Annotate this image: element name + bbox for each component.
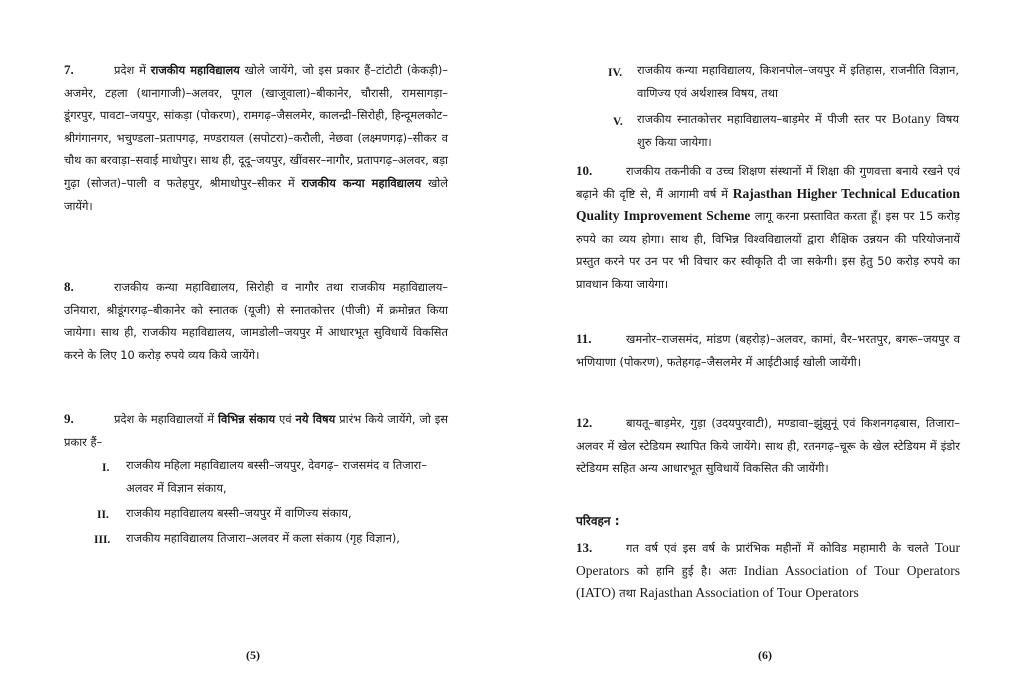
paragraph-number: 13. bbox=[576, 540, 593, 555]
paragraph-number: 9. bbox=[64, 411, 74, 426]
page-number: (5) bbox=[246, 648, 260, 662]
list-marker: III. bbox=[94, 534, 111, 546]
paragraph-number: 12. bbox=[576, 415, 593, 430]
list-item: राजकीय स्नातकोत्तर महाविद्यालय–बाड़मेर में पीजी स्तर पर Botany विषय शुरु किया जायेगा। bbox=[637, 111, 959, 149]
bold-term: विभिन्न संकाय bbox=[218, 412, 276, 426]
paragraph-11: 11. खमनोर–राजसमंद, मांडण (बहरोड़)–अलवर, कामां, वैर–भरतपुर, बगरू–जयपुर व भणियाणा (पोकरण), फतेहगढ़–जैसलमेर में आईटीआई खोली जायेंगी। bbox=[576, 328, 960, 373]
list-item: राजकीय महाविद्यालय तिजारा–अलवर में कला संकाय (गृह विज्ञान), bbox=[126, 531, 400, 545]
paragraph-9: 9. प्रदेश के महाविद्यालयों में विभिन्न संकाय एवं नये विषय प्रारंभ किये जायेंगे, जो इस प्रकार हैं– bbox=[64, 408, 448, 453]
paragraph-number: 10. bbox=[576, 163, 593, 178]
section-heading: परिवहन : bbox=[576, 514, 620, 528]
right-page bbox=[512, 0, 1024, 682]
list-item: राजकीय कन्या महाविद्यालय, किशनपोल–जयपुर में इतिहास, राजनीति विज्ञान, वाणिज्य एवं अर्थशास्त्र विषय, तथा bbox=[637, 63, 959, 100]
list-item: राजकीय महाविद्यालय बस्सी–जयपुर में वाणिज्य संकाय, bbox=[126, 506, 352, 520]
list-marker: IV. bbox=[608, 67, 623, 79]
paragraph-number: 8. bbox=[64, 279, 74, 294]
list-marker: I. bbox=[102, 462, 110, 474]
page-number: (6) bbox=[758, 648, 772, 662]
paragraph-8: 8. राजकीय कन्या महाविद्यालय, सिरोही व नागौर तथा राजकीय महाविद्यालय–उनियारा, श्रीडूंगरगढ़–बीकानेर को स्नातक (यूजी) से स्नातकोत्तर (पीजी) में क्रमोन्नत किया जायेगा। साथ ही, राजकीय महाविद्यालय, जामडोली–जयपुर में आधारभूत सुविधायें विकसित करने के लिए 10 करोड़ रुपये व्यय किये जायेंगे। bbox=[64, 276, 448, 366]
bold-term: नये विषय bbox=[295, 412, 336, 426]
paragraph-10: 10. राजकीय तकनीकी व उच्च शिक्षण संस्थानों में शिक्षा की गुणवत्ता बनाये रखने एवं बढ़ाने की दृष्टि से, मैं आगामी वर्ष में Rajasthan Higher Technical Education Quality Improvement Scheme लागू करना प्रस्तावित करता हूँ। इस पर 15 करोड़ रुपये का व्यय होगा। साथ ही, विभिन्न विश्वविद्यालयों द्वारा शैक्षिक उन्नयन की परियोजनायें प्रस्तुत करने पर उन पर भी विचार कर स्वीकृति दी जा सकेगी। इस हेतु 50 करोड़ रुपये का प्रावधान किया जायेगा। bbox=[576, 160, 960, 296]
paragraph-number: 7. bbox=[64, 62, 74, 77]
bold-term: राजकीय महाविद्यालय bbox=[150, 63, 240, 77]
scheme-name: Rajasthan Higher Technical Education Quality Improvement Scheme bbox=[576, 185, 960, 224]
list-marker: V. bbox=[613, 116, 623, 128]
list-item: राजकीय महिला महाविद्यालय बस्सी–जयपुर, देवगढ़– राजसमंद व तिजारा–अलवर में विज्ञान संकाय, bbox=[126, 458, 427, 495]
bold-term: राजकीय कन्या महाविद्यालय bbox=[301, 175, 422, 190]
paragraph-7: 7. प्रदेश में राजकीय महाविद्यालय खोले जायेंगे, जो इस प्रकार हैं–टांटोटी (केकड़ी)–अजमेर, टहला (थानागाजी)–अलवर, पूगल (खाजूवाला)–बीकानेर, चौरासी, रामसागड़ा–डूंगरपुर, पावटा–जयपुर, सांकड़ा (पोकरण), रामगढ़–जैसलमेर, कालन्द्री–सिरोही, हिन्दूमलकोट–श्रीगंगानगर, भचुण्डला–प्रतापगढ़, मण्डरायल (सपोटरा)–करौली, नेछवा (लक्ष्मणगढ़)–सीकर व चौथ का बरवाड़ा–सवाई माधोपुर। साथ ही, दूदू–जयपुर, खींवसर–नागौर, प्रतापगढ़–अलवर, बड़ा गुढ़ा (सोजत)–पाली व फतेहपुर, श्रीमाधोपुर–सीकर में राजकीय कन्या महाविद्यालय खोले जायेंगे। bbox=[64, 59, 448, 217]
paragraph-12: 12. बायतू–बाड़मेर, गुड़ा (उदयपुरवाटी), मण्डावा–झुंझुनूं एवं किशनगढ़बास, तिजारा–अलवर में खेल स्टेडियम स्थापित किये जायेंगे। साथ ही, रतनगढ़–चूरू के खेल स्टेडियम में इंडोर स्टेडियम सहित अन्य आधारभूत सुविधायें विकसित की जायेंगी। bbox=[576, 412, 960, 480]
paragraph-13: 13. गत वर्ष एवं इस वर्ष के प्रारंभिक महीनों में कोविड महामारी के चलते Tour Operators को हानि हुई है। अतः Indian Association of Tour Operators (IATO) तथा Rajasthan Association of Tour Operators bbox=[576, 537, 960, 605]
paragraph-number: 11. bbox=[576, 331, 592, 346]
list-marker: II. bbox=[97, 509, 109, 521]
